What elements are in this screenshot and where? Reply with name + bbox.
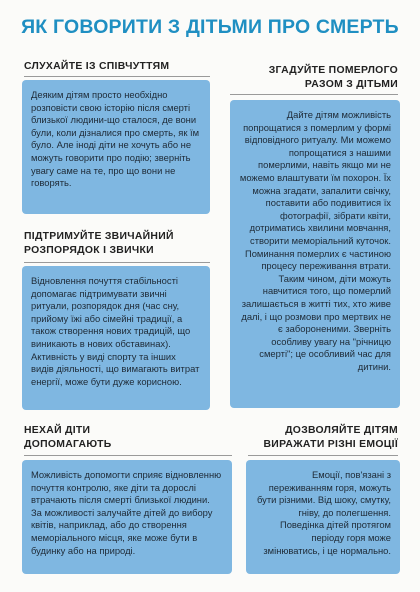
section-divider <box>248 455 398 456</box>
section-box-routine: Відновлення почуття стабільності допомагає підтримувати звичні ритуали, розпорядок дня (час сну, прийому їжі або сімейні традиції, а також створення нових традицій, що виникають в нових обставинах). Активність у виді спорту та інших видів діяльності, що вимагають витрат енергії, може бути дуже корисною. <box>22 266 210 410</box>
section-heading-routine-line1: ПІДТРИМУЙТЕ ЗВИЧАЙНИЙ <box>24 231 174 242</box>
section-heading-routine-line2: РОЗПОРЯДОК І ЗВИЧКИ <box>24 245 154 256</box>
section-heading-listen: СЛУХАЙТЕ ІЗ СПІВЧУТТЯМ <box>24 61 170 72</box>
section-box-listen: Деяким дітям просто необхідно розповісти свою історію після смерті близької людини-що сталося, де вони були, коли дізналися про смерть, як їм було. Але іноді діти не хочуть або не можуть говорити про подію; зверніть увагу саме на те, про що вони не говорять. <box>22 80 210 214</box>
section-heading-emotions-line1: ДОЗВОЛЯЙТЕ ДІТЯМ <box>285 425 398 436</box>
section-heading-help-line1: НЕХАЙ ДІТИ <box>24 425 91 436</box>
section-box-emotions: Емоції, пов'язані з переживанням горя, можуть бути різними. Від шоку, смутку, гніву, до полегшення. Поведінка дітей протягом періоду горя може змінюватись, і це нормально. <box>246 460 400 574</box>
section-divider <box>230 94 398 95</box>
section-heading-help-line2: ДОПОМАГАЮТЬ <box>24 439 112 450</box>
section-divider <box>24 262 210 263</box>
page-title: ЯК ГОВОРИТИ З ДІТЬМИ ПРО СМЕРТЬ <box>21 16 399 38</box>
section-divider <box>24 455 232 456</box>
section-divider <box>24 76 210 77</box>
section-heading-remember-line2: РАЗОМ З ДІТЬМИ <box>304 79 398 90</box>
section-box-help: Можливість допомогти сприяє відновленню почуття контролю, яке діти та дорослі втрачають після смерті близької людини. За можливості залучайте дітей до вибору квітів, наприклад, або до створення меморіального місця, яке може бути в будинку або на природі. <box>22 460 232 574</box>
section-heading-remember-line1: ЗГАДУЙТЕ ПОМЕРЛОГО <box>268 65 398 76</box>
section-box-remember: Дайте дітям можливість попрощатися з померлим у формі відповідного ритуалу. Ми можемо попрощатися з нашими померлими, навіть якщо ми не можемо влаштувати їм похорон. Їх можна згадати, запалити свічку, поставити або подивитися їх фотографії, зібрати квіти, дотриматись хвилини мовчання, створити меморіальний куточок. Поминання померлих є частиною процесу переживання втрати. Таким чином, діти можуть навчитися того, що померлий залишається в житті тих, хто живе далі, і що розмови про мертвих не є забороненими. Зверніть особливу увагу на "річницю смерті"; це особливий час для дитини. <box>230 100 400 408</box>
section-heading-emotions-line2: ВИРАЖАТИ РІЗНІ ЕМОЦІЇ <box>263 439 398 450</box>
